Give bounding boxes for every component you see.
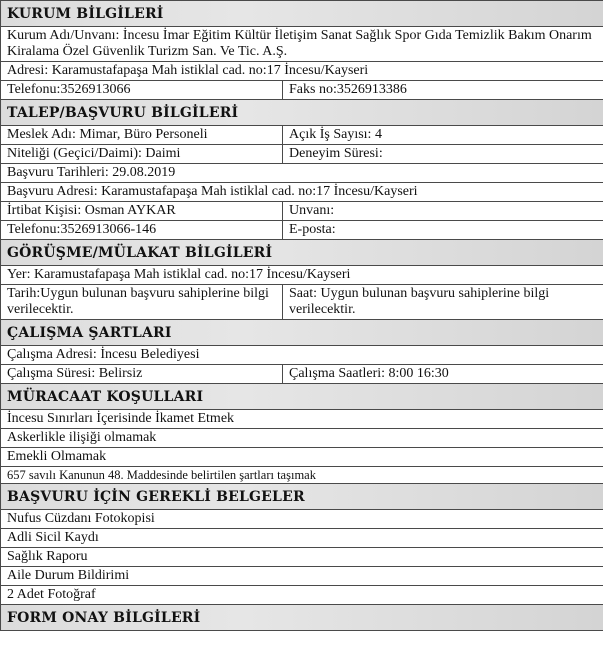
open-positions: Açık İş Sayısı: 4 <box>283 126 603 145</box>
form-row <box>1 346 603 365</box>
requirement-item: 657 savılı Kanunun 48. Maddesinde belirtilen şartları taşımak <box>1 467 603 484</box>
section-title: BAŞVURU İÇİN GEREKLİ BELGELER <box>1 484 603 510</box>
list-item <box>1 467 603 484</box>
section-title: TALEP/BAŞVURU BİLGİLERİ <box>1 100 603 126</box>
institution-fax: Faks no:3526913386 <box>283 81 603 100</box>
document-item: 2 Adet Fotoğraf <box>1 586 603 605</box>
section-title: KURUM BİLGİLERİ <box>1 1 603 27</box>
experience-duration: Deneyim Süresi: <box>283 145 603 164</box>
list-item <box>1 448 603 467</box>
section-header-form-onay <box>1 605 603 631</box>
document-item: Sağlık Raporu <box>1 548 603 567</box>
document-item: Nufus Cüzdanı Fotokopisi <box>1 510 603 529</box>
institution-address: Adresi: Karamustafapaşa Mah istiklal cad. no:17 İncesu/Kayseri <box>1 62 603 81</box>
form-row <box>1 27 603 62</box>
document-item: Adli Sicil Kaydı <box>1 529 603 548</box>
section-title: GÖRÜŞME/MÜLAKAT BİLGİLERİ <box>1 240 603 266</box>
list-item <box>1 548 603 567</box>
form-row <box>1 202 603 221</box>
form-row <box>1 145 603 164</box>
list-item <box>1 510 603 529</box>
interview-date: Tarih:Uygun bulunan başvuru sahiplerine bilgi verilecektir. <box>1 285 283 320</box>
application-dates: Başvuru Tarihleri: 29.08.2019 <box>1 164 603 183</box>
section-title: FORM ONAY BİLGİLERİ <box>1 605 603 631</box>
section-header-gorusme <box>1 240 603 266</box>
list-item <box>1 529 603 548</box>
profession-name: Meslek Adı: Mimar, Büro Personeli <box>1 126 283 145</box>
section-header-kurum <box>1 1 603 27</box>
form-row <box>1 285 603 320</box>
form-row <box>1 164 603 183</box>
form-row <box>1 183 603 202</box>
institution-name: Kurum Adı/Unvanı: İncesu İmar Eğitim Kültür İletişim Sanat Sağlık Spor Gıda Temizlik Bakım Onarım Kiralama Özel Güvenlik Turizm San. Ve Tic. A.Ş. <box>1 27 603 62</box>
contact-email: E-posta: <box>283 221 603 240</box>
section-header-belgeler <box>1 484 603 510</box>
list-item <box>1 429 603 448</box>
form-row <box>1 126 603 145</box>
requirement-item: Emekli Olmamak <box>1 448 603 467</box>
form-row <box>1 221 603 240</box>
form-row <box>1 365 603 384</box>
work-hours: Çalışma Saatleri: 8:00 16:30 <box>283 365 603 384</box>
form-row <box>1 62 603 81</box>
section-title: MÜRACAAT KOŞULLARI <box>1 384 603 410</box>
requirement-item: Askerlikle ilişiği olmamak <box>1 429 603 448</box>
section-header-muracaat <box>1 384 603 410</box>
work-address: Çalışma Adresi: İncesu Belediyesi <box>1 346 603 365</box>
form-row <box>1 266 603 285</box>
list-item <box>1 586 603 605</box>
section-header-talep <box>1 100 603 126</box>
contact-person: İrtibat Kişisi: Osman AYKAR <box>1 202 283 221</box>
institution-phone: Telefonu:3526913066 <box>1 81 283 100</box>
contact-phone: Telefonu:3526913066-146 <box>1 221 283 240</box>
list-item <box>1 567 603 586</box>
list-item <box>1 410 603 429</box>
form-row <box>1 81 603 100</box>
employment-type: Niteliği (Geçici/Daimi): Daimi <box>1 145 283 164</box>
contact-title: Unvanı: <box>283 202 603 221</box>
interview-time: Saat: Uygun bulunan başvuru sahiplerine bilgi verilecektir. <box>283 285 603 320</box>
section-header-calisma <box>1 320 603 346</box>
work-duration: Çalışma Süresi: Belirsiz <box>1 365 283 384</box>
section-title: ÇALIŞMA ŞARTLARI <box>1 320 603 346</box>
document-item: Aile Durum Bildirimi <box>1 567 603 586</box>
interview-location: Yer: Karamustafapaşa Mah istiklal cad. no:17 İncesu/Kayseri <box>1 266 603 285</box>
requirement-item: İncesu Sınırları İçerisinde İkamet Etmek <box>1 410 603 429</box>
application-address: Başvuru Adresi: Karamustafapaşa Mah istiklal cad. no:17 İncesu/Kayseri <box>1 183 603 202</box>
